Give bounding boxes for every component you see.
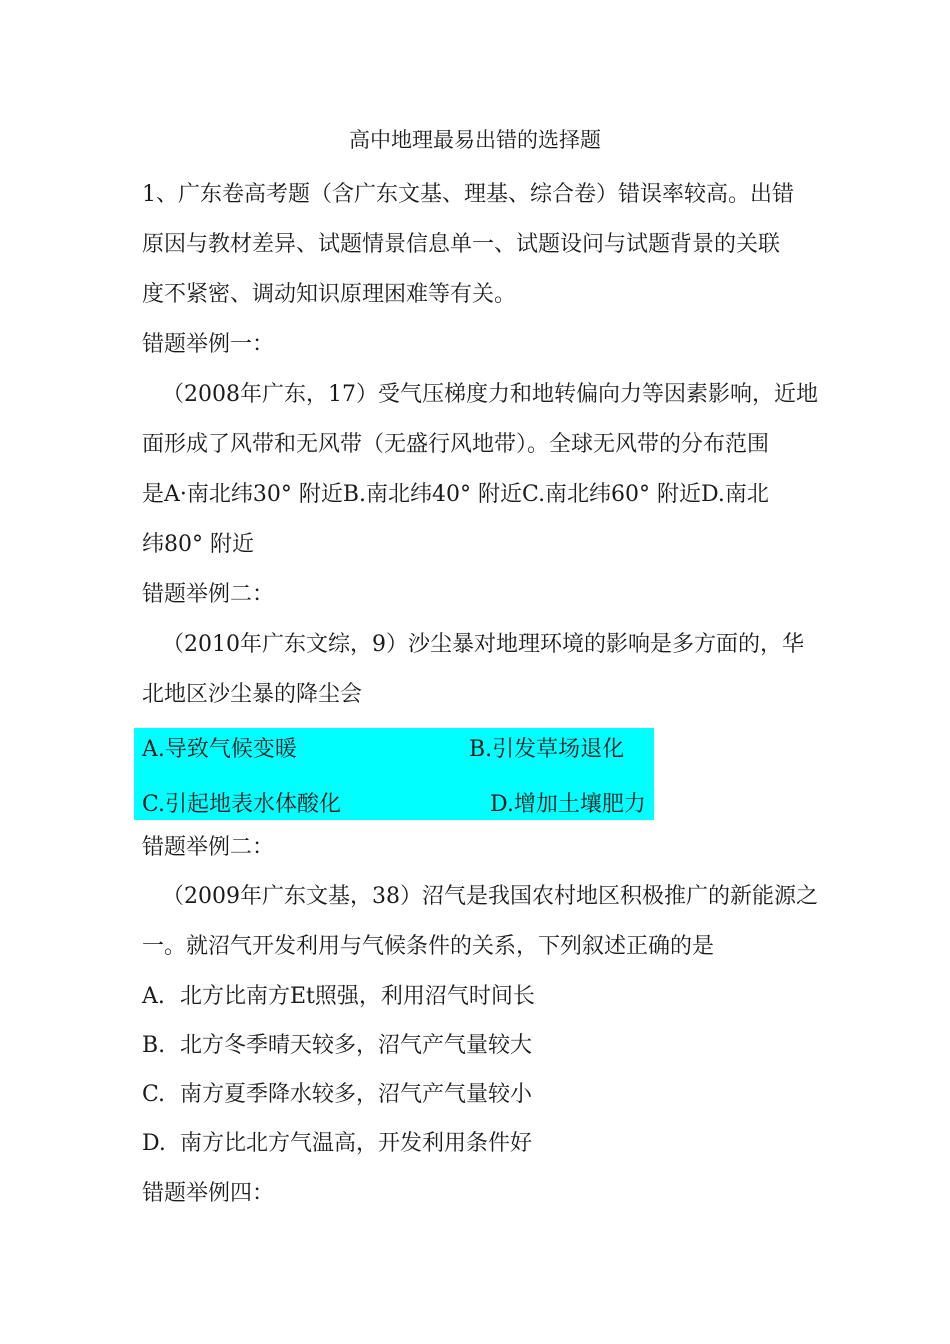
highlighted-options (134, 728, 654, 820)
intro-line-3: 度不紧密、调动知识原理困难等有关。 (142, 282, 517, 307)
option-label: A. (142, 984, 165, 1009)
example-3-option-d (142, 1129, 822, 1159)
example-3-heading: 错题举例二： (142, 835, 275, 860)
example-3-option-c (142, 1080, 822, 1110)
option-c: C.引起地表水体酸化 (142, 792, 342, 817)
option-d: D.增加土壤肥力 (490, 792, 646, 817)
example-2-line-2: 北地区沙尘暴的降尘会 (142, 682, 363, 707)
option-text: 南方比北方气温高，开发利用条件好 (180, 1131, 533, 1156)
option-text: 北方冬季晴天较多，沼气产气量较大 (180, 1033, 533, 1058)
example-3-line-2: 一。就沼气开发利用与气候条件的关系，下列叙述正确的是 (142, 934, 715, 959)
option-text: 北方比南方Et照强，利用沼气时间长 (180, 984, 535, 1009)
example-4-heading: 错题举例四： (142, 1181, 275, 1206)
option-b: B.引发草场退化 (469, 737, 625, 762)
option-a: A.导致气候变暖 (142, 737, 297, 762)
example-2-heading: 错题举例二： (142, 582, 275, 607)
intro-line-2: 原因与教材差异、试题情景信息单一、试题设问与试题背景的关联 (142, 232, 781, 257)
example-3-option-b (142, 1031, 822, 1061)
example-3-option-a (142, 982, 822, 1012)
example-2-line-1: （2010年广东文综，9）沙尘暴对地理环境的影响是多方面的，华 (162, 632, 804, 657)
example-1-heading: 错题举例一： (142, 332, 275, 357)
intro-line-1: 1、广东卷高考题（含广东文基、理基、综合卷）错误率较高。出错 (142, 182, 794, 207)
option-text: 南方夏季降水较多，沼气产气量较小 (180, 1082, 533, 1107)
option-label: D. (142, 1131, 166, 1156)
example-1-line-4: 纬80° 附近 (142, 532, 254, 557)
option-label: B. (142, 1033, 166, 1058)
example-1-line-3: 是A·南北纬30° 附近B.南北纬40° 附近C.南北纬60° 附近D.南北 (142, 482, 769, 507)
example-3-line-1: （2009年广东文基，38）沼气是我国农村地区积极推广的新能源之 (162, 884, 818, 909)
option-label: C. (142, 1082, 166, 1107)
example-1-line-1: （2008年广东，17）受气压梯度力和地转偏向力等因素影响，近地 (162, 382, 818, 407)
example-1-line-2: 面形成了风带和无风带（无盛行风地带）。全球无风带的分布范围 (142, 432, 770, 457)
page-title: 高中地理最易出错的选择题 (349, 128, 601, 152)
